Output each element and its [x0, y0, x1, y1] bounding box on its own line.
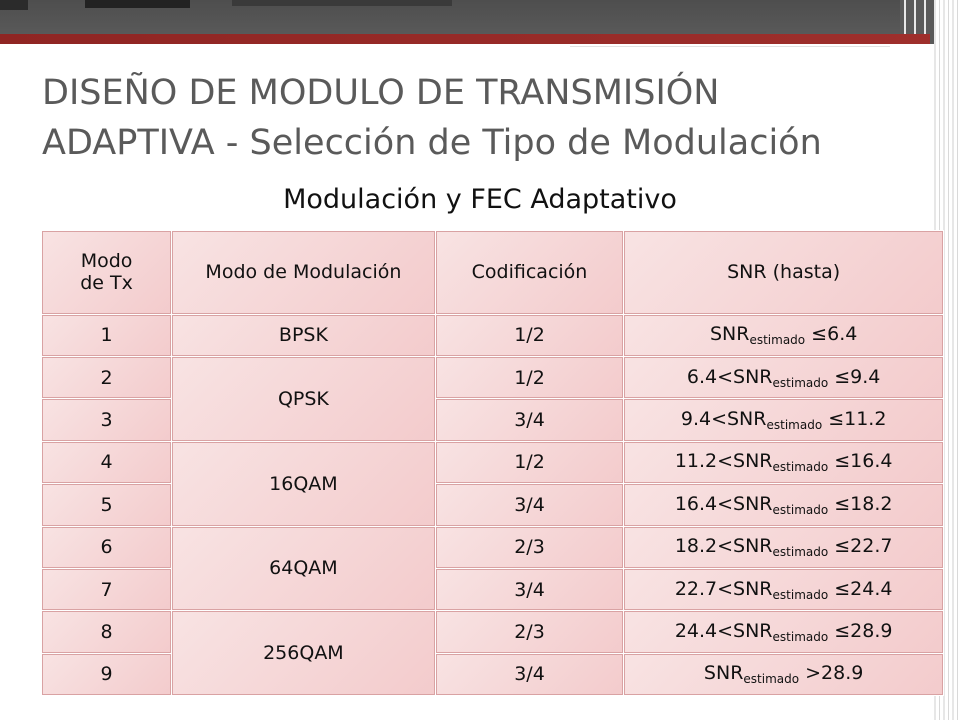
modulation-cell: QPSK — [172, 357, 436, 442]
table-row — [42, 357, 944, 399]
header-modo-tx-line-2: de Tx — [80, 272, 133, 295]
modulation-table — [41, 230, 944, 696]
codificacion-cell: 3/4 — [435, 653, 624, 695]
snr-subscript: estimado — [772, 375, 829, 390]
snr-cell — [624, 399, 944, 441]
snr-prefix: 16.4<SNR — [674, 492, 773, 515]
snr-suffix: ≤9.4 — [828, 365, 881, 388]
accent-band — [0, 34, 930, 44]
table-row — [42, 441, 944, 483]
accent-line — [570, 46, 890, 50]
modo-cell: 8 — [42, 611, 172, 653]
snr-suffix: ≤28.9 — [828, 619, 893, 642]
snr-suffix: ≤6.4 — [805, 323, 858, 346]
modulation-cell: 256QAM — [172, 611, 436, 696]
modo-cell: 9 — [42, 653, 172, 695]
modo-cell: 7 — [42, 568, 172, 610]
modo-cell: 3 — [42, 399, 172, 441]
snr-subscript: estimado — [766, 418, 823, 433]
snr-subscript: estimado — [772, 587, 829, 602]
slide-title-line-1: DISEÑO DE MODULO DE TRANSMISIÓN — [42, 73, 720, 113]
table-row — [42, 611, 944, 653]
snr-cell — [624, 441, 944, 483]
modo-cell: 2 — [42, 357, 172, 399]
snr-prefix: 18.2<SNR — [674, 535, 773, 558]
modo-cell: 5 — [42, 484, 172, 526]
modo-cell: 4 — [42, 441, 172, 483]
snr-prefix: SNR — [709, 323, 750, 346]
snr-cell — [624, 484, 944, 526]
decorative-block — [85, 0, 190, 8]
modulation-cell: 64QAM — [172, 526, 436, 611]
decorative-block — [0, 0, 28, 10]
snr-subscript: estimado — [749, 333, 806, 348]
snr-cell — [624, 357, 944, 399]
header-codificacion: Codificación — [435, 231, 624, 315]
snr-prefix: SNR — [703, 662, 744, 685]
snr-subscript: estimado — [772, 629, 829, 644]
codificacion-cell: 3/4 — [435, 399, 624, 441]
table-row — [42, 314, 944, 356]
modo-cell: 1 — [42, 314, 172, 356]
snr-suffix: ≤22.7 — [828, 535, 893, 558]
decorative-block — [232, 0, 452, 6]
table-header-row — [42, 231, 944, 315]
codificacion-cell: 3/4 — [435, 568, 624, 610]
slide-subtitle: Modulación y FEC Adaptativo — [283, 184, 677, 215]
snr-suffix: >28.9 — [799, 662, 864, 685]
modulation-cell: BPSK — [172, 314, 436, 356]
modulation-cell: 16QAM — [172, 441, 436, 526]
codificacion-cell: 2/3 — [435, 611, 624, 653]
snr-suffix: ≤11.2 — [822, 408, 887, 431]
slide-title — [42, 68, 942, 168]
snr-cell — [624, 526, 944, 568]
header-modo-tx — [42, 231, 172, 315]
snr-prefix: 22.7<SNR — [674, 577, 773, 600]
snr-prefix: 11.2<SNR — [674, 450, 773, 473]
slide-title-line-2: ADAPTIVA - Selección de Tipo de Modulación — [42, 123, 822, 163]
header-modo-tx-line-1: Modo — [80, 250, 133, 273]
snr-suffix: ≤24.4 — [828, 577, 893, 600]
snr-prefix: 6.4<SNR — [686, 365, 773, 388]
modo-cell: 6 — [42, 526, 172, 568]
codificacion-cell: 2/3 — [435, 526, 624, 568]
snr-cell — [624, 314, 944, 356]
snr-prefix: 24.4<SNR — [674, 619, 773, 642]
codificacion-cell: 3/4 — [435, 484, 624, 526]
codificacion-cell: 1/2 — [435, 314, 624, 356]
snr-cell — [624, 568, 944, 610]
snr-subscript: estimado — [772, 460, 829, 475]
snr-cell — [624, 611, 944, 653]
snr-subscript: estimado — [772, 545, 829, 560]
codificacion-cell: 1/2 — [435, 357, 624, 399]
snr-suffix: ≤18.2 — [828, 492, 893, 515]
codificacion-cell: 1/2 — [435, 441, 624, 483]
header-snr: SNR (hasta) — [624, 231, 944, 315]
snr-cell — [624, 653, 944, 695]
snr-prefix: 9.4<SNR — [680, 408, 767, 431]
snr-subscript: estimado — [743, 672, 800, 687]
snr-suffix: ≤16.4 — [828, 450, 893, 473]
snr-subscript: estimado — [772, 502, 829, 517]
header-modulacion: Modo de Modulación — [172, 231, 436, 315]
table-row — [42, 526, 944, 568]
